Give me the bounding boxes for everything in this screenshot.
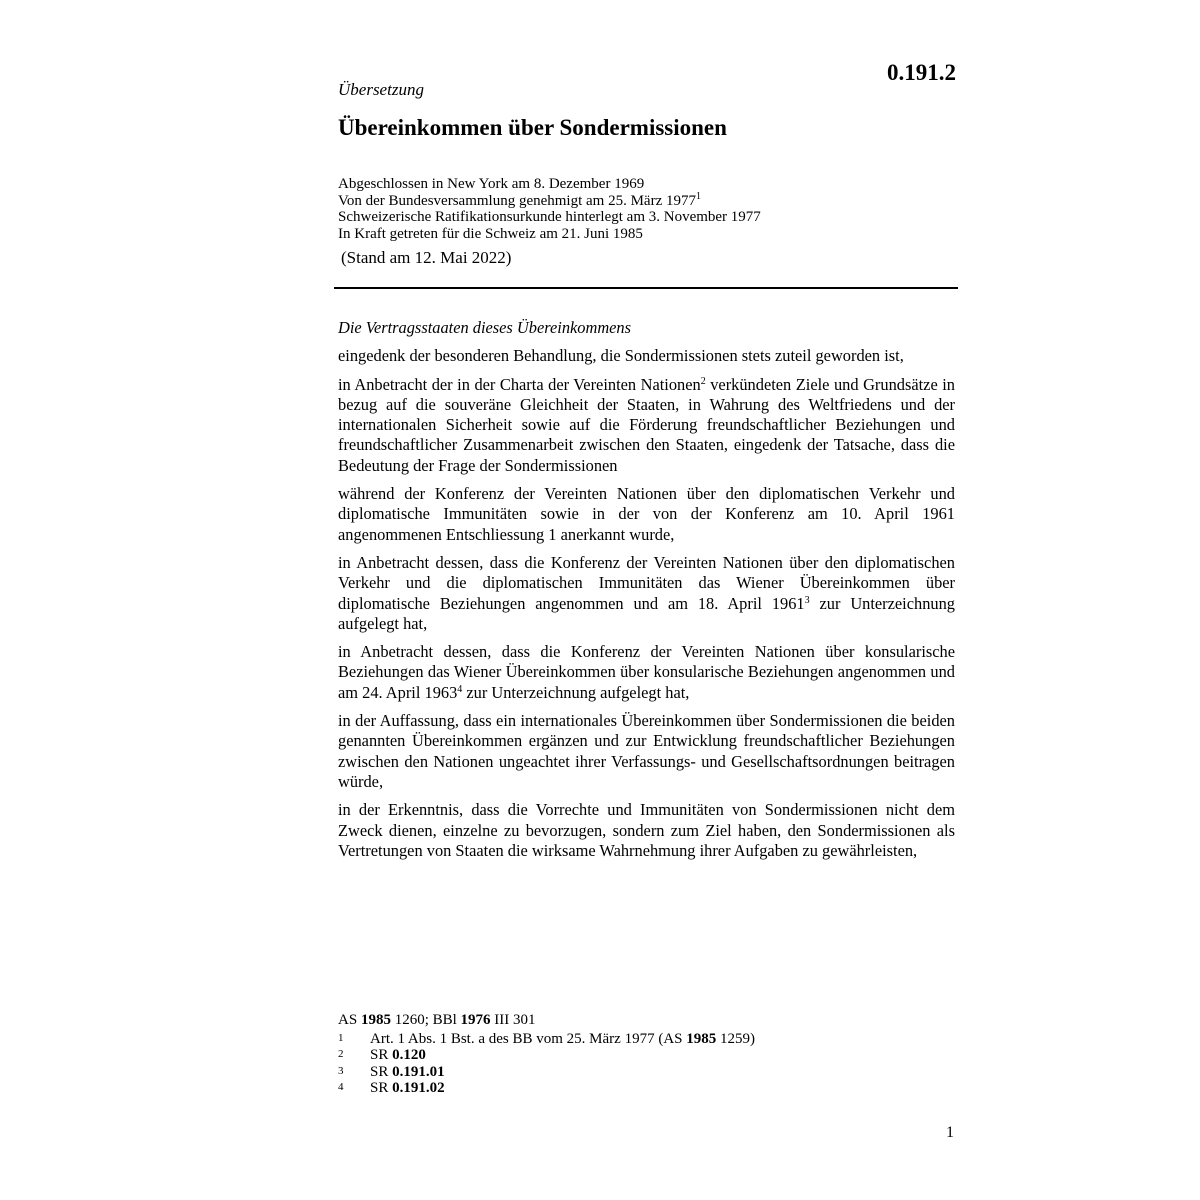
preamble-paragraph-6: in der Auffassung, dass ein internationales Übereinkommen über Sondermissionen die beiden genannten Übereinkommen ergänzen und zur Entwicklung freundschaftlicher Beziehungen zwischen den Nationen ungeachtet ihrer Verfassungs- und Gesellschaftsordnungen beitragen würde, xyxy=(338,711,955,791)
preamble-intro: Die Vertragsstaaten dieses Übereinkommens xyxy=(338,318,632,337)
footnote-item xyxy=(338,1047,958,1064)
footnote-ref[interactable]: 4 xyxy=(457,683,463,695)
approved-text: Von der Bundesversammlung genehmigt am 25. März 1977 xyxy=(338,192,696,209)
preamble-paragraph-4 xyxy=(338,553,955,634)
paragraph-text: in Anbetracht der in der Charta der Vereinten Nationen xyxy=(338,374,701,394)
preamble xyxy=(338,318,955,869)
footnote-number: 1 xyxy=(338,1031,344,1044)
footnote-text-pre: SR xyxy=(370,1063,393,1080)
footnote-item xyxy=(338,1031,958,1048)
as-label: AS xyxy=(338,1012,361,1028)
footnote-ref[interactable]: 1 xyxy=(696,190,701,202)
document-title: Übereinkommen über Sondermissionen xyxy=(338,115,727,140)
approved-line xyxy=(338,190,958,210)
footnote-text xyxy=(370,1031,958,1048)
page-number: 1 xyxy=(946,1124,954,1141)
paragraph-text: verkündeten Ziele und Grundsätze in bezug auf die souveräne Gleichheit der Staaten, in Wahrung des Weltfriedens und der internationalen Sicherheit sowie auf die Förderung freundschaftlicher Beziehungen und freundschaftlicher Zusammenarbeit zwischen den Staaten, eingedenk der Tatsache, dass die Bedeutung der Frage der Sondermissionen xyxy=(338,374,956,475)
footnote-text-post: 1259) xyxy=(716,1030,755,1047)
footnote-ref[interactable]: 3 xyxy=(804,594,810,606)
bbl-year: 1976 xyxy=(460,1012,491,1028)
footnote-text-pre: SR xyxy=(370,1047,393,1063)
footnote-text xyxy=(370,1047,958,1064)
as-page: 1260; BBl xyxy=(390,1012,461,1028)
paragraph-text: in Anbetracht dessen, dass die Konferenz der Vereinten Nationen über konsularische Beziehungen das Wiener Übereinkommen über konsularische Beziehungen angenommen und am 24. April 1963 xyxy=(338,642,955,702)
footnote-text-bold: 0.191.01 xyxy=(392,1063,445,1080)
status-date: (Stand am 12. Mai 2022) xyxy=(341,248,512,267)
footnote-number: 4 xyxy=(338,1081,344,1093)
footnote-number: 2 xyxy=(338,1048,344,1060)
paragraph-text: zur Unterzeichnung aufgelegt hat, xyxy=(462,682,690,702)
footnote-text xyxy=(370,1080,958,1097)
preamble-paragraph-2 xyxy=(338,375,955,476)
footnote-text-bold: 0.191.02 xyxy=(392,1080,445,1096)
in-force-line: In Kraft getreten für die Schweiz am 21. Juni 1985 xyxy=(338,225,643,242)
sr-number: 0.191.2 xyxy=(887,60,956,85)
footnote-item xyxy=(338,1064,958,1081)
footnote-number: 3 xyxy=(338,1064,344,1077)
paragraph-text: zur Unterzeichnung aufgelegt hat, xyxy=(338,593,955,633)
preamble-paragraph-3: während der Konferenz der Vereinten Nationen über den diplomatischen Verkehr und diplomatische Immunitäten sowie in der von der Konferenz am 10. April 1961 angenommenen Entschliessung 1 anerkannt wurde, xyxy=(338,484,955,544)
preamble-paragraph-1: eingedenk der besonderen Behandlung, die Sondermissionen stets zuteil geworden ist, xyxy=(338,346,904,366)
conclusion-info xyxy=(338,176,958,242)
footnote-text-pre: Art. 1 Abs. 1 Bst. a des BB vom 25. März 1977 (AS xyxy=(370,1030,687,1047)
footnote-text-pre: SR xyxy=(370,1080,393,1096)
preamble-paragraph-5 xyxy=(338,642,955,703)
ratification-line: Schweizerische Ratifikationsurkunde hinterlegt am 3. November 1977 xyxy=(338,209,761,225)
preamble-paragraph-7: in der Erkenntnis, dass die Vorrechte und Immunitäten von Sondermissionen nicht dem Zweck dienen, einzelne zu bevorzugen, sondern zum Ziel haben, den Sondermissionen als Vertretungen von Staaten die wirksame Wahrnehmung ihrer Aufgaben zu gewährleisten, xyxy=(338,800,955,860)
footnotes xyxy=(338,1012,958,1097)
footnote-ref[interactable]: 2 xyxy=(700,375,706,387)
as-year: 1985 xyxy=(360,1012,391,1028)
concluded-line: Abgeschlossen in New York am 8. Dezember 1969 xyxy=(338,176,645,192)
footnote-text xyxy=(370,1064,958,1081)
paragraph-text: in Anbetracht dessen, dass die Konferenz der Vereinten Nationen über den diplomatischen Verkehr und die diplomatischen Immunitäten das Wiener Übereinkommen über diplomatische Beziehungen angenommen und am 18. April 1961 xyxy=(338,552,955,613)
source-reference xyxy=(338,1012,958,1029)
footnote-text-bold: 1985 xyxy=(686,1030,717,1047)
header-divider xyxy=(334,287,958,289)
footnote-text-bold: 0.120 xyxy=(392,1047,426,1063)
bbl-ref: III 301 xyxy=(490,1012,536,1028)
translation-label: Übersetzung xyxy=(338,80,424,99)
footnote-item xyxy=(338,1080,958,1097)
